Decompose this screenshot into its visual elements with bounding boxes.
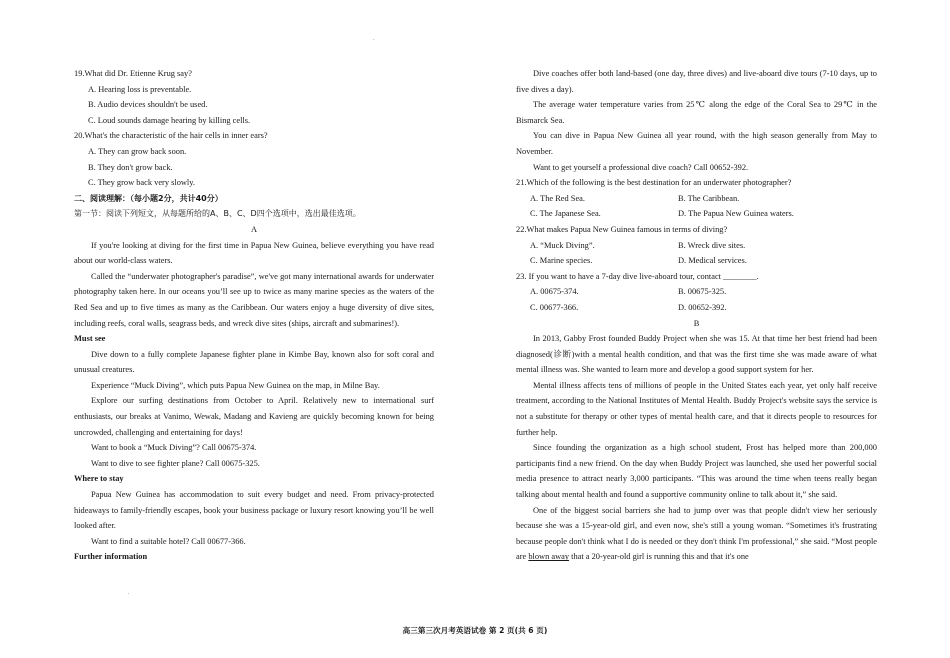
passage-a-paragraph-11: The average water temperature varies from 25℃ along the edge of the Coral Sea to 29℃ in the Bismarck Sea. <box>516 100 877 125</box>
q23-option-a: A. 00675-374. <box>530 287 579 297</box>
q20-option-c: C. They grow back very slowly. <box>88 178 195 188</box>
passage-a-paragraph-5: Explore our surfing destinations from October to April. Relatively new to international surf enthusiasts, our breaks at Vanimo, Wewak, Madang and Kavieng are quickly becoming known for being uncrowded, challenging and entertaining for days! <box>74 396 434 437</box>
top-mark: . <box>373 36 375 42</box>
q21-options-row-1 <box>516 191 877 207</box>
q22-options-row-1 <box>516 238 877 254</box>
q23-option-d: D. 00652-392. <box>678 302 727 312</box>
passage-a-paragraph-6: Want to book a “Muck Diving”? Call 00675-374. <box>91 443 257 453</box>
q21-option-a: A. The Red Sea. <box>530 193 585 203</box>
question-20: 20.What's the characteristic of the hair cells in inner ears? <box>74 131 268 141</box>
question-22: 22.What makes Papua New Guinea famous in terms of diving? <box>516 224 728 234</box>
underlined-phrase: blown away <box>528 552 570 562</box>
q23-options-row-1 <box>516 284 877 300</box>
q21-options-row-2 <box>516 206 877 222</box>
q22-option-a: A. “Muck Diving”. <box>530 240 595 250</box>
passage-a-paragraph-8: Papua New Guinea has accommodation to suit every budget and need. From privacy-protected hideaways to family-friendly escapes, book your business package or luxury resort knowing you’ll be well looked after. <box>74 490 434 531</box>
q21-option-b: B. The Caribbean. <box>678 193 740 203</box>
left-column <box>74 66 434 565</box>
question-23: 23. If you want to have a 7-day dive live-aboard tour, contact ________. <box>516 271 759 281</box>
q21-option-d: D. The Papua New Guinea waters. <box>678 209 794 219</box>
paragraph-4-text-end: that a 20-year-old girl is running this and that it's one <box>569 552 749 562</box>
passage-b-paragraph-3: Since founding the organization as a high school student, Frost has helped more than 200,000 participants find a new friend. On the day when Buddy Project was launched, she used her powerful social media presence to attract nearly 3,000 participants. “This was around the time when teens really began talking about mental health and found a supportive community online to talk about it,” she said. <box>516 443 877 500</box>
q22-option-d: D. Medical services. <box>678 256 747 266</box>
q22-options-row-2 <box>516 253 877 269</box>
q20-option-a: A. They can grow back soon. <box>88 146 187 156</box>
passage-a-paragraph-1: If you're looking at diving for the first time in Papua New Guinea, believe everything you have read about our world-class waters. <box>74 240 434 266</box>
passage-a-paragraph-9: Want to find a suitable hotel? Call 00677-366. <box>91 536 246 546</box>
must-see-heading: Must see <box>74 334 106 344</box>
passage-a-paragraph-3: Dive down to a fully complete Japanese fighter plane in Kimbe Bay, known also for soft coral and unusual creatures. <box>74 349 434 375</box>
q22-option-b: B. Wreck dive sites. <box>678 240 746 250</box>
q23-options-row-2 <box>516 300 877 316</box>
paragraph-4-text-start: One of the biggest social barriers she had to jump over was that people didn't view her seriously because she was a 15-year-old girl, and even now, she's still a young woman. “Sometimes it's frustrating because people don't think what I do is needed or they don't think I'm professional,” she said. “Most people are <box>516 505 877 562</box>
bottom-mark: . <box>128 590 130 596</box>
passage-a-paragraph-4: Experience “Muck Diving”, which puts Papua New Guinea on the map, in Milne Bay. <box>91 380 380 390</box>
right-column <box>516 66 877 565</box>
q19-option-c: C. Loud sounds damage hearing by killing cells. <box>88 115 251 125</box>
passage-b-paragraph-1: In 2013, Gabby Frost founded Buddy Project when she was 15. At that time her best friend had been diagnosed(诊断)with a mental health condition, and that was the first time she was made aware of what mental illness was. She wanted to learn more and develop a good support system for her. <box>516 334 877 375</box>
passage-a-paragraph-13: Want to get yourself a professional dive coach? Call 00652-392. <box>533 162 749 172</box>
section-2-instructions: 第一节：阅读下列短文，从每题所给的A、B、C、D四个选项中，选出最佳选项。 <box>74 209 361 219</box>
passage-a-paragraph-2: Called the “underwater photographer's paradise”, we've got many international awards for underwater photography taken here. In our oceans you’ll see up to twice as many marine species as the waters of the Red Sea and up to five times as many as the Caribbean. Our waters enjoy a huge diversity of dive sites, including reefs, coral walls, seagrass beds, and wreck dive sites (ships, aircraft and submarines!). <box>74 271 434 328</box>
passage-b-label: B <box>693 318 700 328</box>
passage-a-paragraph-12: You can dive in Papua New Guinea all year round, with the high season generally from May to November. <box>516 131 877 156</box>
question-19: 19.What did Dr. Etienne Krug say? <box>74 69 192 78</box>
passage-b-paragraph-2: Mental illness affects tens of millions of people in the United States each year, yet only half receive treatment, according to the National Institutes of Mental Health. Buddy Project's website says the service is not a substitute for therapy or other types of mental health care, and that it directs people to resources for further help. <box>516 380 877 437</box>
passage-a-paragraph-10: Dive coaches offer both land-based (one day, three dives) and live-aboard dive tours (7-10 days, up to five dives a day). <box>516 69 877 94</box>
further-information-heading: Further information <box>74 552 148 562</box>
page-footer: 高三第三次月考英语试卷 第 2 页(共 6 页) <box>402 626 548 635</box>
question-21: 21.Which of the following is the best destination for an underwater photographer? <box>516 178 792 188</box>
q19-option-b: B. Audio devices shouldn't be used. <box>88 100 208 110</box>
q21-option-c: C. The Japanese Sea. <box>530 209 601 219</box>
q19-option-a: A. Hearing loss is preventable. <box>88 84 192 94</box>
passage-a-paragraph-7: Want to dive to see fighter plane? Call 00675-325. <box>91 458 260 468</box>
q23-option-c: C. 00677-366. <box>530 302 579 312</box>
passage-a-label: A <box>250 224 258 234</box>
q20-option-b: B. They don't grow back. <box>88 162 173 172</box>
q22-option-c: C. Marine species. <box>530 256 593 266</box>
passage-b-paragraph-4 <box>516 503 877 565</box>
where-to-stay-heading: Where to stay <box>74 474 124 484</box>
q23-option-b: B. 00675-325. <box>678 287 727 297</box>
section-2-heading: 二、阅读理解：（每小题2分，共计40分） <box>74 193 223 203</box>
